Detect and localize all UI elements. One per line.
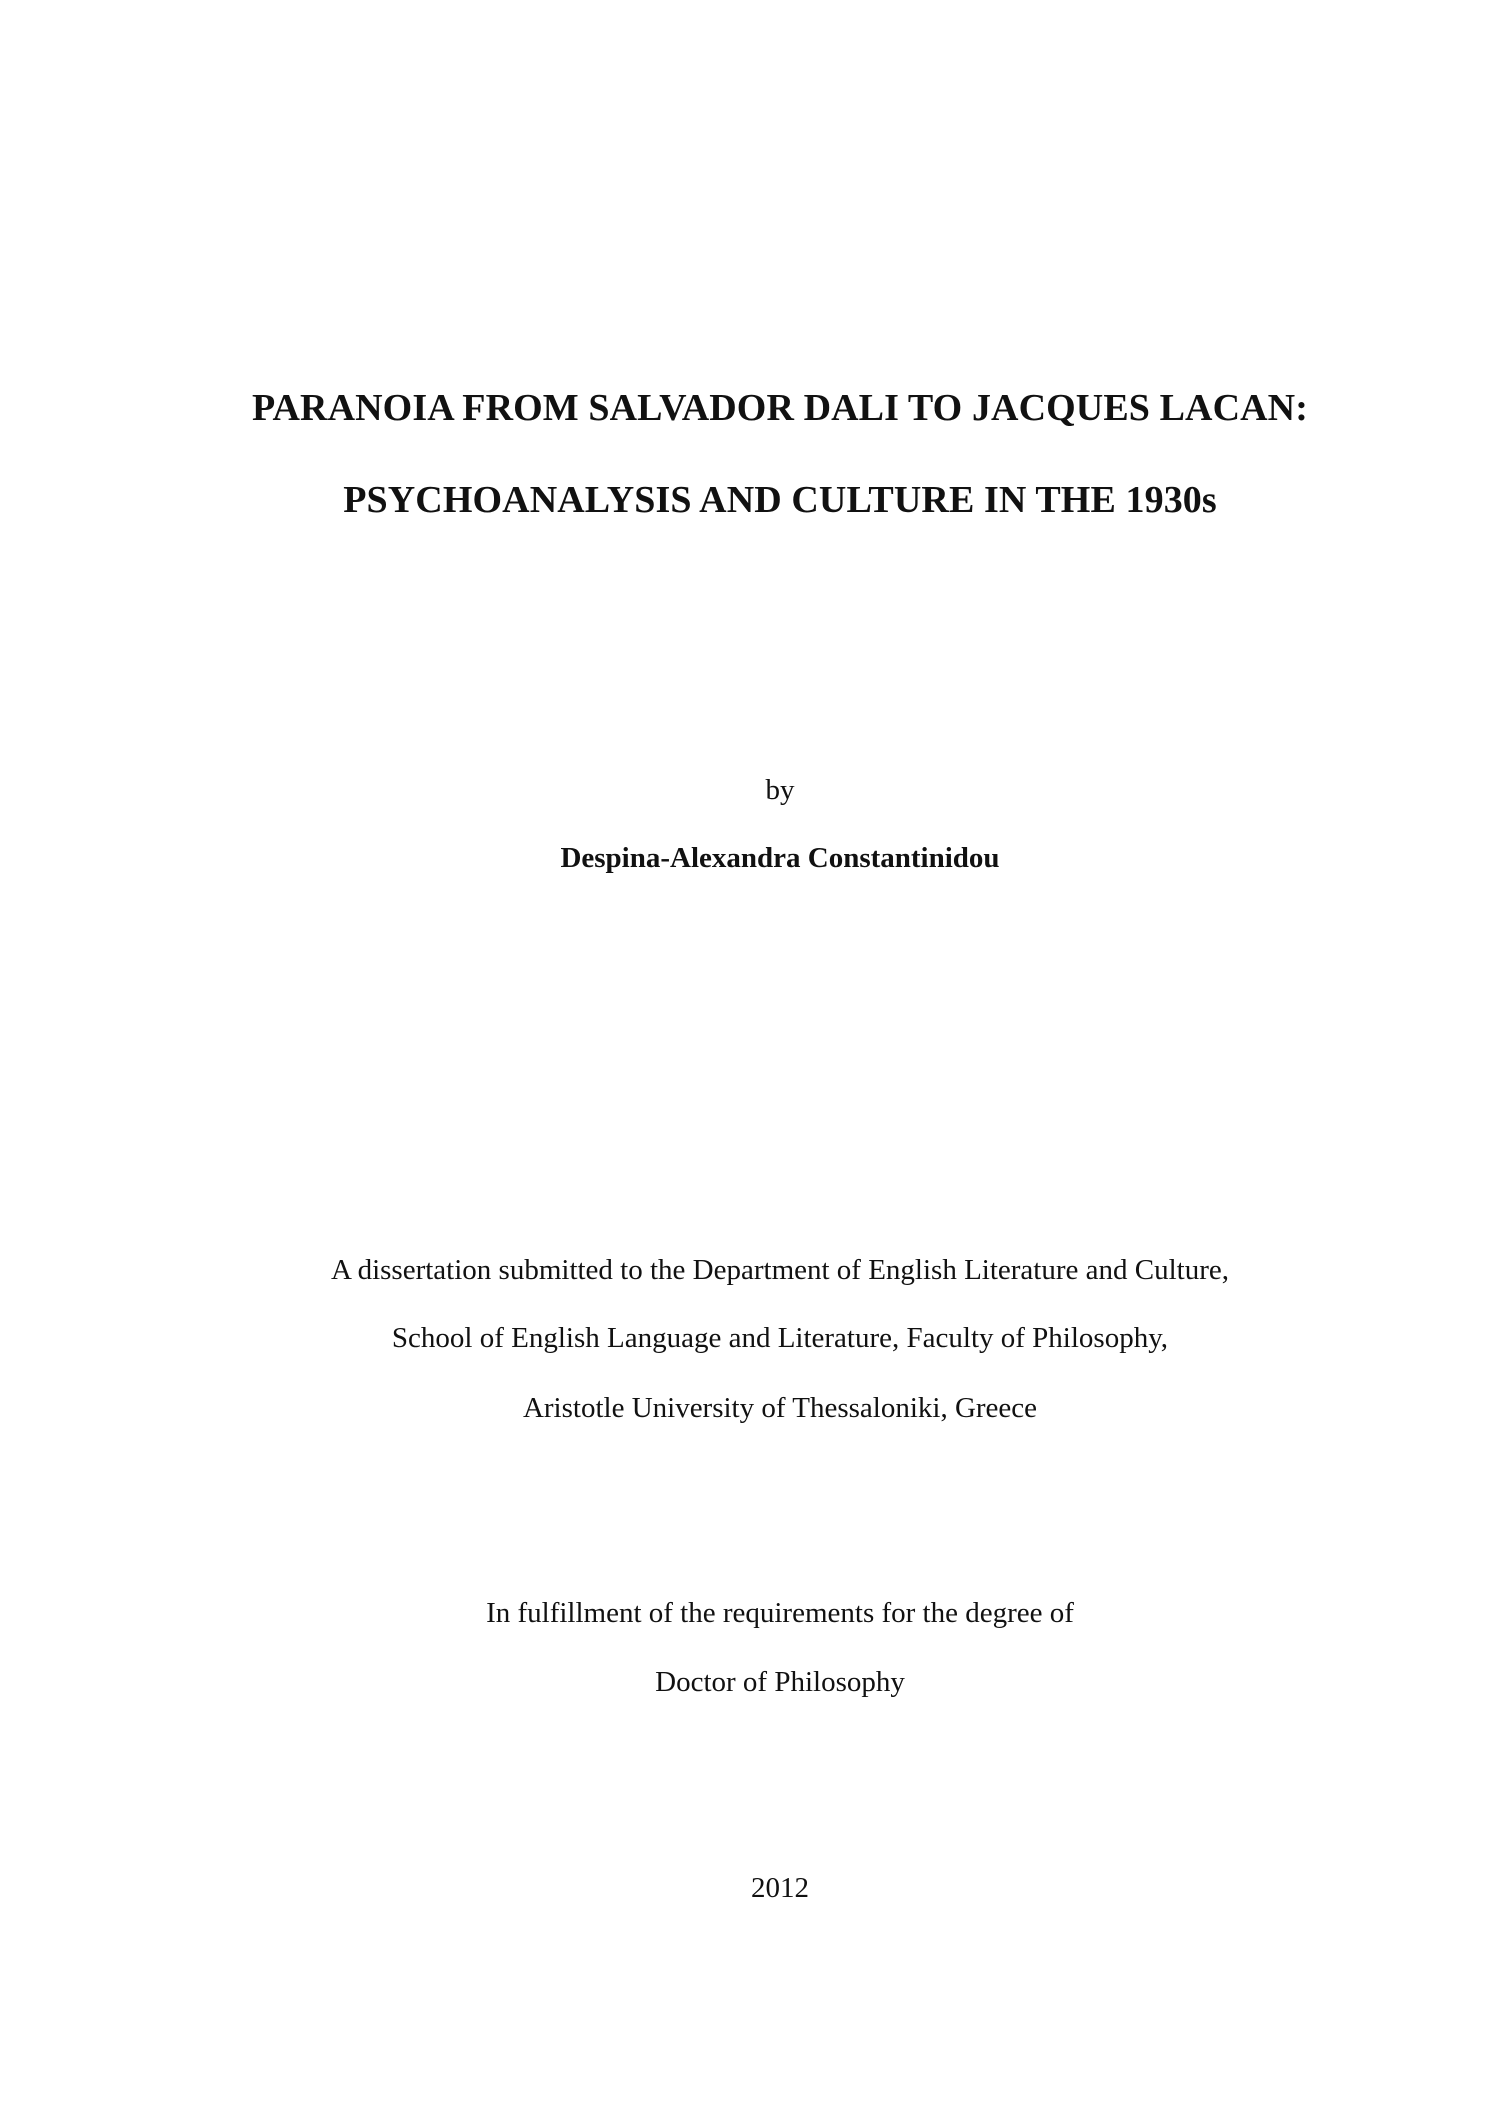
submission-statement-line-2: School of English Language and Literature, Faculty of Philosophy, (391, 1322, 1169, 1354)
by-label: by (765, 774, 795, 806)
year: 2012 (751, 1872, 809, 1904)
degree-name: Doctor of Philosophy (655, 1666, 905, 1698)
dissertation-title-line-2: PSYCHOANALYSIS AND CULTURE IN THE 1930s (343, 479, 1217, 521)
degree-statement-line-1: In fulfillment of the requirements for the degree of (486, 1597, 1074, 1629)
submission-statement-line-1: A dissertation submitted to the Department of English Literature and Culture, (331, 1254, 1229, 1286)
dissertation-title-line-1: PARANOIA FROM SALVADOR DALI TO JACQUES LACAN: (252, 387, 1308, 429)
author-name: Despina-Alexandra Constantinidou (560, 842, 1000, 874)
submission-statement-line-3: Aristotle University of Thessaloniki, Greece (522, 1392, 1038, 1424)
